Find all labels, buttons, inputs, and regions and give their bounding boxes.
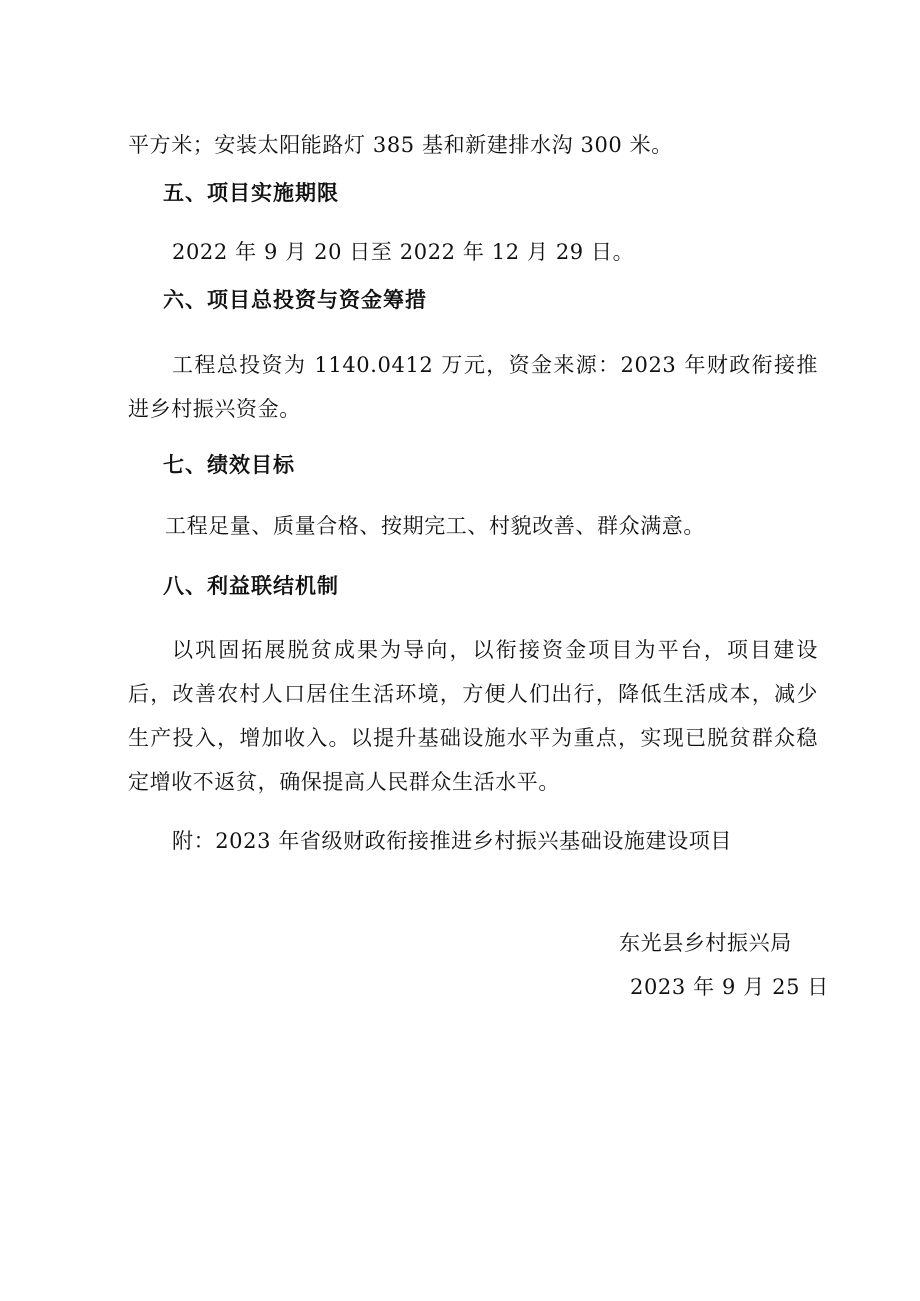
signature-organization: 东光县乡村振兴局	[619, 931, 792, 955]
carry-over-line: 平方米；安装太阳能路灯 385 基和新建排水沟 300 米。	[128, 133, 673, 157]
section-body-8: 以巩固拓展脱贫成果为导向，以衔接资金项目为平台，项目建设后，改善农村人口居住生活环境，方便人们出行，降低生活成本，减少生产投入，增加收入。以提升基础设施水平为重点，实现已脱贫群众稳定增收不返贫，确保提高人民群众生活水平。	[128, 638, 818, 794]
section-heading-5: 五、项目实施期限	[163, 181, 339, 205]
section-heading-8: 八、利益联结机制	[163, 574, 339, 598]
section-heading-6: 六、项目总投资与资金筹措	[163, 288, 427, 312]
section-body-5: 2022 年 9 月 20 日至 2022 年 12 月 29 日。	[172, 240, 635, 264]
section-body-6: 工程总投资为 1140.0412 万元，资金来源：2023 年财政衔接推进乡村振兴资金。	[128, 353, 818, 421]
section-body-7: 工程足量、质量合格、按期完工、村貌改善、群众满意。	[165, 514, 705, 538]
section-heading-7: 七、绩效目标	[163, 453, 295, 477]
signature-date: 2023 年 9 月 25 日	[630, 975, 829, 999]
attachment-note: 附：2023 年省级财政衔接推进乡村振兴基础设施建设项目	[172, 829, 732, 853]
